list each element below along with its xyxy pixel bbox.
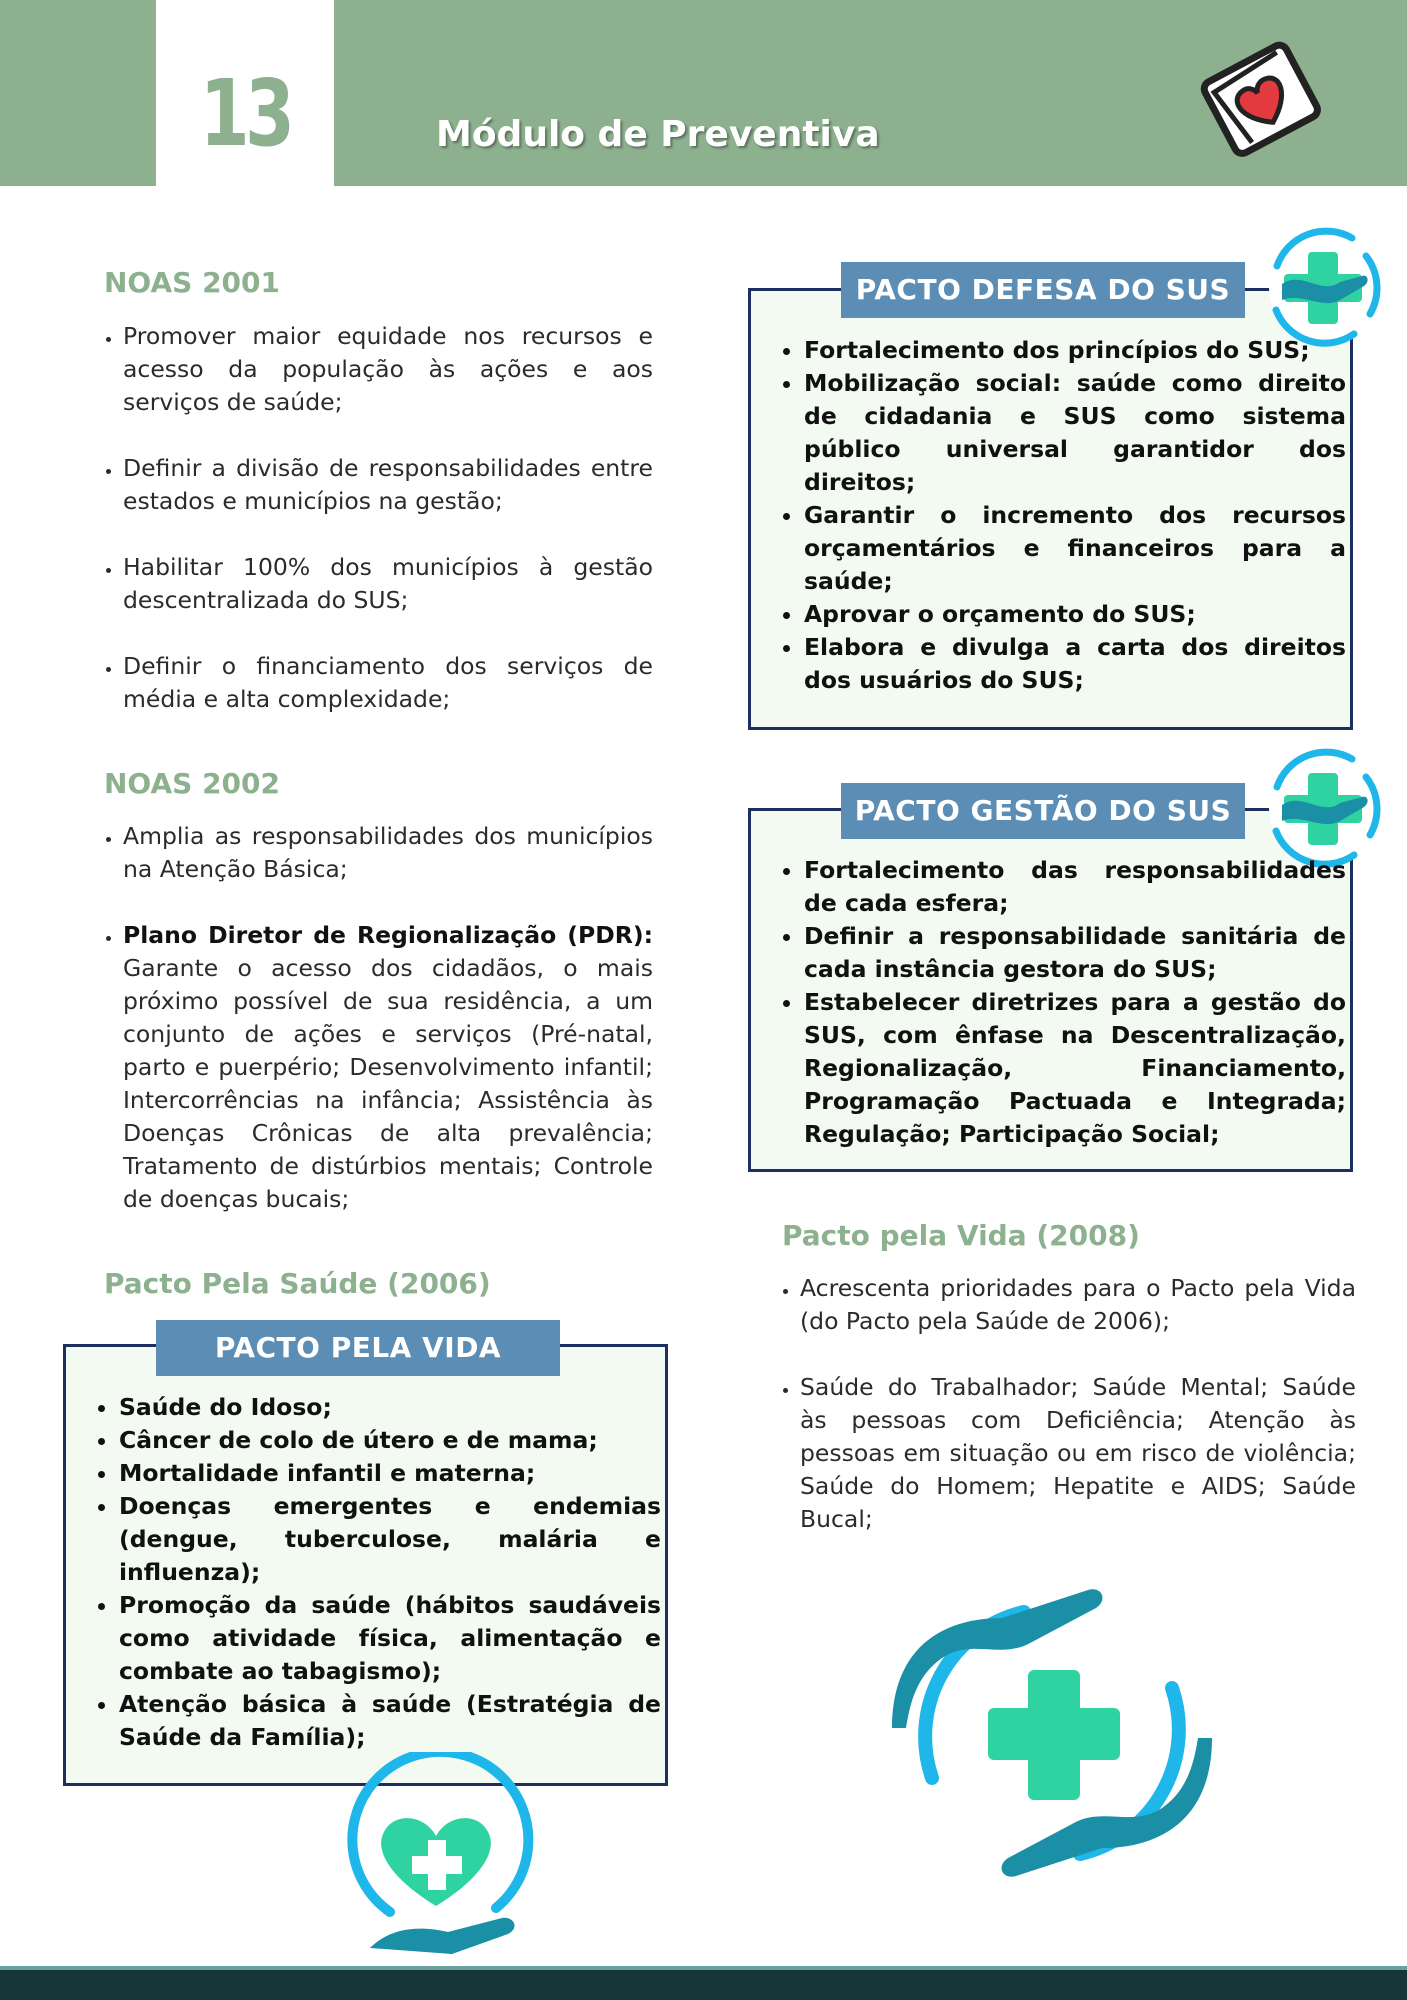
list-item: • Saúde do Idoso; [119,1391,661,1424]
pacto-vida-2008-heading: Pacto pela Vida (2008) [782,1219,1140,1252]
list-item: • Doenças emergentes e endemias (dengue, tuberculose, malária e influenza); [119,1490,661,1589]
list-item: • Definir a divisão de responsabilidades entre estados e municípios na gestão; [123,452,653,518]
list-item: • Mobilização social: saúde como direito de cidadania e SUS como sistema público universal garantidor dos direitos; [804,367,1346,499]
noas-2001-heading: NOAS 2001 [104,266,280,299]
page-number: 13 [199,60,291,167]
noas-2001-list [97,320,653,716]
pacto-vida-label: PACTO PELA VIDA [156,1320,560,1376]
list-item: • Definir o financiamento dos serviços de média e alta complexidade; [123,650,653,716]
list-item: • Fortalecimento dos princípios do SUS; [804,334,1346,367]
pacto-saude-heading: Pacto Pela Saúde (2006) [104,1267,491,1300]
list-item: • Saúde do Trabalhador; Saúde Mental; Saúde às pessoas com Deficiência; Atenção às pessoas em situação ou em risco de violência; Saúde do Homem; Hepatite e AIDS; Saúde Bucal; [800,1371,1356,1536]
list-item: • Estabelecer diretrizes para a gestão do SUS, com ênfase na Descentralização, Regionalização, Financiamento, Programação Pactuada e Integrada; Regulação; Participação Social; [804,986,1346,1151]
list-item: • Habilitar 100% dos municípios à gestão descentralizada do SUS; [123,551,653,617]
list-item [123,919,653,1216]
list-item: • Promover maior equidade nos recursos e acesso da população às ações e aos serviços de saúde; [123,320,653,419]
medical-cross-badge-icon [1262,226,1384,348]
pacto-vida-2008-list [774,1272,1356,1536]
list-item: • Elabora e divulga a carta dos direitos dos usuários do SUS; [804,631,1346,697]
list-item: • Fortalecimento das responsabilidades de cada esfera; [804,854,1346,920]
list-item: • Atenção básica à saúde (Estratégia de Saúde da Família); [119,1688,661,1754]
footer-bar [0,1966,1407,2000]
heart-hand-icon [332,1752,542,1956]
list-item: • Mortalidade infantil e materna; [119,1457,661,1490]
heart-card-icon [1194,36,1334,166]
list-item: • Acrescenta prioridades para o Pacto pela Vida (do Pacto pela Saúde de 2006); [800,1272,1356,1338]
pacto-gestao-label: PACTO GESTÃO DO SUS [841,783,1245,839]
list-item: • Amplia as responsabilidades dos municípios na Atenção Básica; [123,820,653,886]
pdr-text: Garante o acesso dos cidadãos, o mais próximo possível de sua residência, a um conjunto de ações e serviços (Pré-natal, parto e puerpério; Desenvolvimento infantil; Intercorrências na infância; Assistência às Doenças Crônicas de alta prevalência; Tratamento de distúrbios mentais; Controle de doenças bucais; [123,954,653,1213]
pacto-gestao-list [778,854,1346,1151]
medical-cross-badge-icon [1262,747,1384,869]
list-item: • Câncer de colo de útero e de mama; [119,1424,661,1457]
pacto-defesa-list [778,334,1346,697]
pacto-defesa-label: PACTO DEFESA DO SUS [841,262,1245,318]
list-item: • Promoção da saúde (hábitos saudáveis como atividade física, alimentação e combate ao tabagismo); [119,1589,661,1688]
pacto-vida-list [93,1391,661,1754]
list-item: • Aprovar o orçamento do SUS; [804,598,1346,631]
pdr-label: Plano Diretor de Regionalização (PDR): [123,921,653,949]
noas-2002-heading: NOAS 2002 [104,767,280,800]
list-item: • Definir a responsabilidade sanitária de cada instância gestora do SUS; [804,920,1346,986]
list-item: • Garantir o incremento dos recursos orçamentários e financeiros para a saúde; [804,499,1346,598]
noas-2002-list [97,820,653,1216]
cycle-cross-icon [882,1578,1222,1888]
page-title: Módulo de Preventiva [436,114,880,155]
